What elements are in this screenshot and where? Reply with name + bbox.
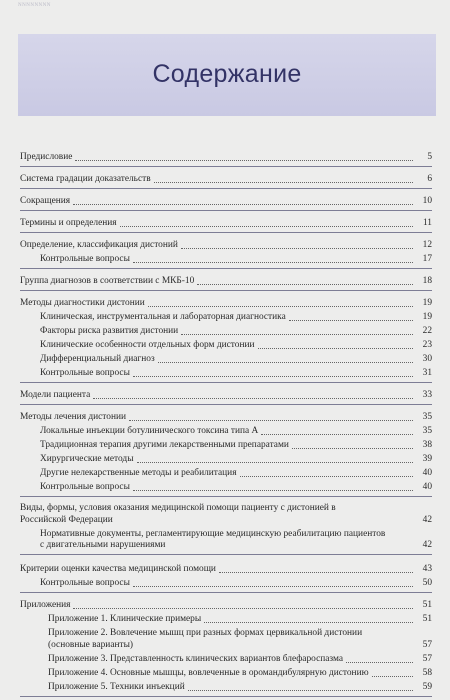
toc-entry-page: 35 <box>422 412 432 422</box>
toc-entry[interactable] <box>20 240 432 254</box>
toc-entry-page: 18 <box>422 276 432 286</box>
toc-entry-title: Сокращения <box>20 196 71 206</box>
toc-entry[interactable] <box>20 600 432 614</box>
toc-entry-page: 12 <box>422 240 432 250</box>
toc-dot-leader <box>261 434 413 435</box>
toc-dot-leader <box>133 376 413 377</box>
toc-dot-leader <box>133 490 413 491</box>
toc-entry-title: Приложение 2. Вовлечение мышц при разных формах цервикальной дистонии (основные варианты) <box>48 628 363 651</box>
toc-entry-title: Хирургические методы <box>40 454 134 464</box>
table-of-contents <box>20 148 432 700</box>
toc-entry[interactable] <box>20 440 432 454</box>
toc-entry-title: Приложение 5. Техники инъекций <box>48 682 185 693</box>
toc-entry[interactable] <box>20 276 432 290</box>
toc-dot-leader <box>133 262 413 263</box>
toc-entry-page: 42 <box>422 540 432 551</box>
toc-entry[interactable] <box>20 454 432 468</box>
toc-entry[interactable] <box>20 529 432 555</box>
toc-entry-page: 51 <box>422 614 432 625</box>
toc-entry-page: 33 <box>422 390 432 400</box>
toc-entry-title: Группа диагнозов в соответствии с МКБ-10 <box>20 276 195 286</box>
toc-section <box>20 386 432 405</box>
toc-entry-title: Методы диагностики дистонии <box>20 298 145 308</box>
toc-entry-title: Клиническая, инструментальная и лабораторная диагностика <box>40 312 286 322</box>
page-title: Содержание <box>152 60 302 88</box>
toc-entry[interactable] <box>20 578 432 592</box>
toc-entry-title: Термины и определения <box>20 218 117 228</box>
toc-dot-leader <box>75 160 413 161</box>
toc-entry-page: 30 <box>422 354 432 364</box>
toc-entry-page: 38 <box>422 440 432 450</box>
toc-entry[interactable] <box>20 390 432 404</box>
toc-entry-page: 59 <box>422 682 432 693</box>
toc-section <box>20 560 432 593</box>
toc-entry[interactable] <box>20 218 432 232</box>
toc-section <box>20 170 432 189</box>
toc-dot-leader <box>346 662 413 663</box>
toc-entry-title: Нормативные документы, регламентирующие медицинскую реабилитацию пациентов с двигательными нарушениями <box>40 528 386 551</box>
toc-section <box>20 408 432 497</box>
toc-entry-page: 51 <box>422 600 432 611</box>
toc-section <box>20 294 432 383</box>
toc-dot-leader <box>93 398 413 399</box>
toc-entry-page: 39 <box>422 454 432 464</box>
toc-entry[interactable] <box>20 354 432 368</box>
toc-entry[interactable] <box>20 682 432 696</box>
toc-entry-title: Приложение 4. Основные мышцы, вовлеченные в оромандибулярную дистонию <box>48 668 369 679</box>
toc-entry-title: Виды, формы, условия оказания медицинской помощи пациенту с дистонией в Российской Федерации <box>20 503 336 525</box>
toc-section <box>20 272 432 291</box>
toc-entry-page: 35 <box>422 426 432 436</box>
toc-entry-page: 19 <box>422 298 432 308</box>
toc-dot-leader <box>154 182 413 183</box>
toc-entry-page: 50 <box>422 578 432 589</box>
toc-entry-title: Дифференциальный диагноз <box>40 354 155 364</box>
toc-entry-title: Система градации доказательств <box>20 174 151 184</box>
toc-entry-page: 22 <box>422 326 432 336</box>
toc-dot-leader <box>289 320 413 321</box>
toc-entry[interactable] <box>20 326 432 340</box>
toc-entry-page: 57 <box>422 654 432 665</box>
toc-entry[interactable] <box>20 668 432 682</box>
toc-entry-title: Критерии оценки качества медицинской помощи <box>20 564 216 575</box>
toc-dot-leader <box>372 676 413 677</box>
toc-dot-leader <box>240 476 413 477</box>
toc-entry-title: Определение, классификация дистоний <box>20 240 178 250</box>
toc-entry-title: Приложение 3. Представленность клинических вариантов блефароспазма <box>48 654 344 665</box>
toc-entry-title: Методы лечения дистонии <box>20 412 127 422</box>
toc-entry-page: 17 <box>422 254 432 264</box>
toc-entry-title: Приложение 1. Клинические примеры <box>48 614 202 625</box>
toc-entry[interactable] <box>20 654 432 668</box>
toc-dot-leader <box>137 462 414 463</box>
toc-dot-leader <box>148 306 413 307</box>
toc-entry-title: Локальные инъекции ботулинического токсина типа А <box>40 426 259 436</box>
toc-dot-leader <box>181 248 413 249</box>
toc-entry-title: Приложения <box>20 600 71 611</box>
toc-entry-page: 40 <box>422 482 432 492</box>
toc-entry[interactable] <box>20 503 432 529</box>
toc-entry[interactable] <box>20 628 432 654</box>
toc-entry-title: Контрольные вопросы <box>40 254 130 264</box>
toc-section <box>20 192 432 211</box>
toc-entry[interactable] <box>20 340 432 354</box>
toc-entry[interactable] <box>20 152 432 166</box>
toc-dot-leader <box>204 622 413 623</box>
toc-entry[interactable] <box>20 412 432 426</box>
toc-entry-page: 19 <box>422 312 432 322</box>
toc-entry[interactable] <box>20 174 432 188</box>
toc-entry-page: 31 <box>422 368 432 378</box>
title-banner <box>18 34 436 116</box>
toc-entry-page: 23 <box>422 340 432 350</box>
toc-entry[interactable] <box>20 482 432 496</box>
toc-entry-title: Другие нелекарственные методы и реабилитация <box>40 468 237 478</box>
toc-entry[interactable] <box>20 614 432 628</box>
toc-dot-leader <box>219 572 413 573</box>
toc-entry-title: Контрольные вопросы <box>40 368 130 378</box>
toc-entry-title: Контрольные вопросы <box>40 578 130 589</box>
toc-entry[interactable] <box>20 426 432 440</box>
toc-entry-title: Факторы риска развития дистонии <box>40 326 179 336</box>
toc-entry-page: 40 <box>422 468 432 478</box>
toc-dot-leader <box>120 226 413 227</box>
toc-dot-leader <box>181 334 413 335</box>
toc-dot-leader <box>133 586 413 587</box>
toc-entry-title: Традиционная терапия другими лекарственными препаратами <box>40 440 289 450</box>
toc-entry[interactable] <box>20 254 432 268</box>
toc-dot-leader <box>73 608 413 609</box>
toc-dot-leader <box>197 284 413 285</box>
toc-entry[interactable] <box>20 468 432 482</box>
toc-entry-page: 57 <box>422 640 432 651</box>
toc-section <box>20 214 432 233</box>
toc-entry-page: 10 <box>422 196 432 206</box>
toc-entry-page: 58 <box>422 668 432 679</box>
toc-entry-page: 43 <box>422 564 432 575</box>
toc-entry[interactable] <box>20 368 432 382</box>
toc-entry-title: Модели пациента <box>20 390 91 400</box>
toc-dot-leader <box>129 420 413 421</box>
toc-entry-page: 11 <box>422 218 432 228</box>
toc-entry[interactable] <box>20 312 432 326</box>
toc-dot-leader <box>188 690 413 691</box>
toc-dot-leader <box>73 204 413 205</box>
toc-dot-leader <box>158 362 413 363</box>
toc-dot-leader <box>292 448 413 449</box>
toc-section <box>20 236 432 269</box>
page-header-mark: NNNNNNNN <box>18 3 51 8</box>
toc-entry-title: Контрольные вопросы <box>40 482 130 492</box>
toc-entry-page: 6 <box>427 174 432 184</box>
toc-entry-title: Предисловие <box>20 152 73 162</box>
toc-entry[interactable] <box>20 298 432 312</box>
toc-dot-leader <box>258 348 414 349</box>
toc-section <box>20 596 432 697</box>
toc-entry[interactable] <box>20 196 432 210</box>
toc-section <box>20 500 432 555</box>
toc-entry-page: 5 <box>427 152 432 162</box>
toc-entry-page: 42 <box>422 514 432 525</box>
toc-entry-title: Клинические особенности отдельных форм дистонии <box>40 340 255 350</box>
toc-section <box>20 148 432 167</box>
toc-entry[interactable] <box>20 564 432 578</box>
